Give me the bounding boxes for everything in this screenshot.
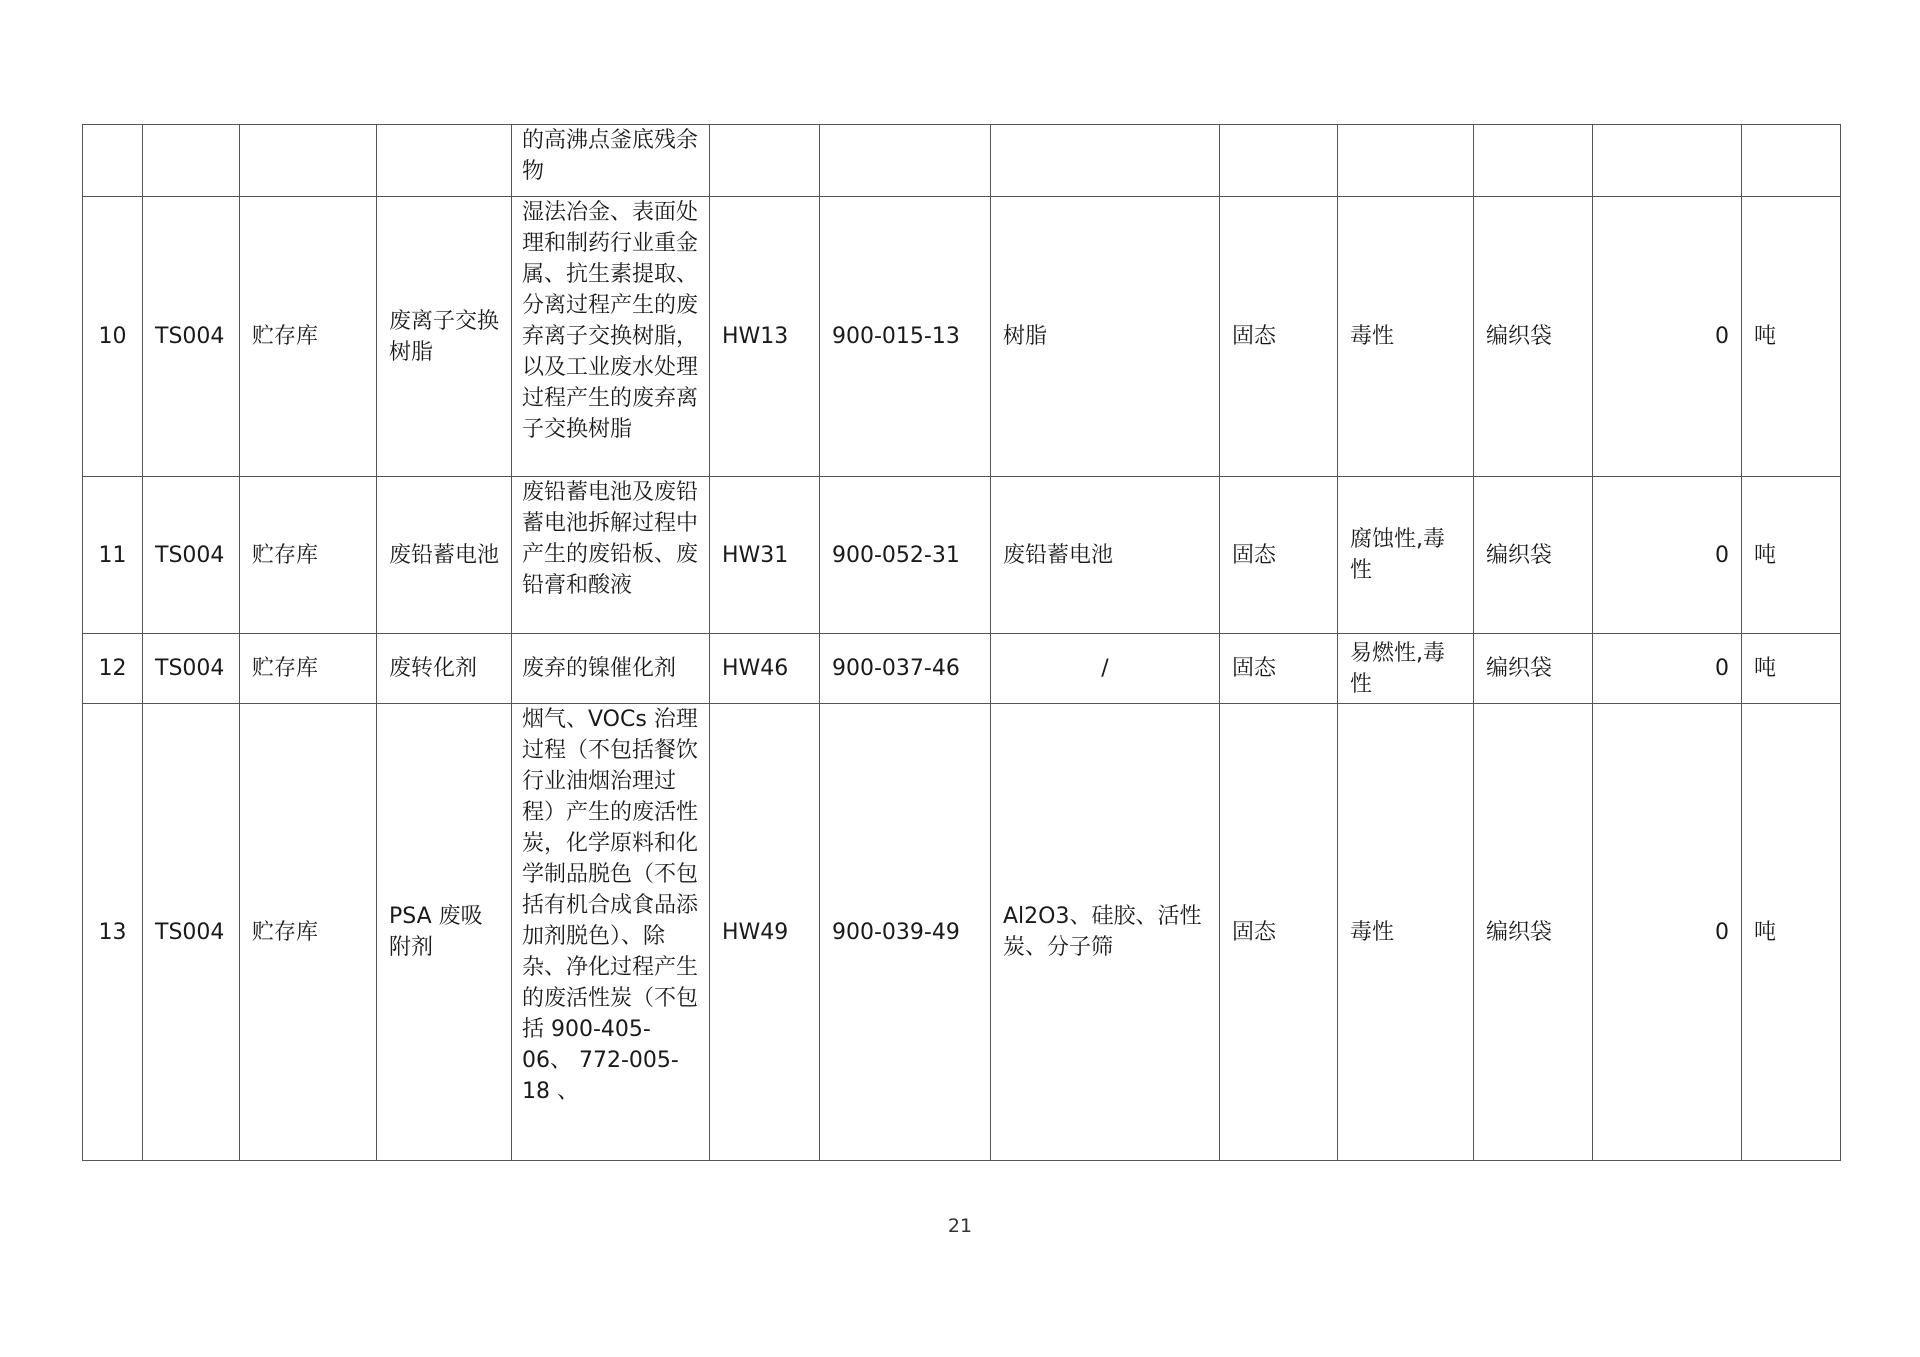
cell-code: TS004 (143, 634, 240, 704)
cell-code: TS004 (143, 477, 240, 634)
cell-form: 固态 (1220, 634, 1338, 704)
cell-place: 贮存库 (240, 634, 377, 704)
cell-quantity: 0 (1593, 704, 1742, 1161)
cell-no (83, 125, 143, 197)
cell-hazard: 毒性 (1338, 704, 1474, 1161)
cell-unit: 吨 (1742, 634, 1841, 704)
cell-form: 固态 (1220, 704, 1338, 1161)
cell-category: HW46 (710, 634, 820, 704)
cell-package: 编织袋 (1474, 197, 1593, 477)
cell-quantity (1593, 125, 1742, 197)
cell-package: 编织袋 (1474, 477, 1593, 634)
cell-place: 贮存库 (240, 704, 377, 1161)
cell-hazard: 腐蚀性,毒性 (1338, 477, 1474, 634)
cell-hazard: 毒性 (1338, 197, 1474, 477)
cell-quantity: 0 (1593, 197, 1742, 477)
cell-description: 湿法冶金、表面处理和制药行业重金属、抗生素提取、分离过程产生的废弃离子交换树脂，以及工业废水处理过程产生的废弃离子交换树脂 (512, 197, 710, 477)
cell-place (240, 125, 377, 197)
table-row (83, 634, 1841, 704)
hazardous-waste-table (82, 124, 1841, 1161)
cell-code: TS004 (143, 197, 240, 477)
cell-description: 烟气、VOCs 治理过程（不包括餐饮行业油烟治理过程）产生的废活性炭，化学原料和化学制品脱色（不包括有机合成食品添加剂脱色）、除杂、净化过程产生的废活性炭（不包括 900-405-06、 772-005-18 、 (512, 704, 710, 1161)
cell-unit: 吨 (1742, 704, 1841, 1161)
cell-components: 树脂 (991, 197, 1220, 477)
cell-description: 废铅蓄电池及废铅蓄电池拆解过程中产生的废铅板、废铅膏和酸液 (512, 477, 710, 634)
cell-name: 废转化剂 (377, 634, 512, 704)
cell-category: HW49 (710, 704, 820, 1161)
cell-code (143, 125, 240, 197)
cell-name: 废铅蓄电池 (377, 477, 512, 634)
cell-name (377, 125, 512, 197)
cell-quantity: 0 (1593, 634, 1742, 704)
cell-no: 11 (83, 477, 143, 634)
table-row-continuation (83, 125, 1841, 197)
cell-name: 废离子交换树脂 (377, 197, 512, 477)
cell-components: Al2O3、硅胶、活性炭、分子筛 (991, 704, 1220, 1161)
cell-no: 12 (83, 634, 143, 704)
cell-place: 贮存库 (240, 197, 377, 477)
cell-quantity: 0 (1593, 477, 1742, 634)
cell-category (710, 125, 820, 197)
cell-category: HW31 (710, 477, 820, 634)
cell-components: / (991, 634, 1220, 704)
cell-waste-code (820, 125, 991, 197)
table-row (83, 197, 1841, 477)
cell-package (1474, 125, 1593, 197)
table-row (83, 477, 1841, 634)
cell-place: 贮存库 (240, 477, 377, 634)
cell-hazard (1338, 125, 1474, 197)
cell-waste-code: 900-037-46 (820, 634, 991, 704)
cell-code: TS004 (143, 704, 240, 1161)
cell-package: 编织袋 (1474, 704, 1593, 1161)
cell-category: HW13 (710, 197, 820, 477)
cell-description: 废弃的镍催化剂 (512, 634, 710, 704)
table-row (83, 704, 1841, 1161)
cell-form: 固态 (1220, 477, 1338, 634)
cell-waste-code: 900-039-49 (820, 704, 991, 1161)
cell-unit (1742, 125, 1841, 197)
cell-name: PSA 废吸附剂 (377, 704, 512, 1161)
cell-components: 废铅蓄电池 (991, 477, 1220, 634)
cell-components (991, 125, 1220, 197)
cell-description: 的高沸点釜底残余物 (512, 125, 710, 197)
cell-waste-code: 900-015-13 (820, 197, 991, 477)
cell-unit: 吨 (1742, 197, 1841, 477)
cell-package: 编织袋 (1474, 634, 1593, 704)
cell-no: 10 (83, 197, 143, 477)
cell-form (1220, 125, 1338, 197)
page-number: 21 (947, 1215, 973, 1237)
cell-waste-code: 900-052-31 (820, 477, 991, 634)
cell-hazard: 易燃性,毒性 (1338, 634, 1474, 704)
cell-no: 13 (83, 704, 143, 1161)
cell-form: 固态 (1220, 197, 1338, 477)
cell-unit: 吨 (1742, 477, 1841, 634)
